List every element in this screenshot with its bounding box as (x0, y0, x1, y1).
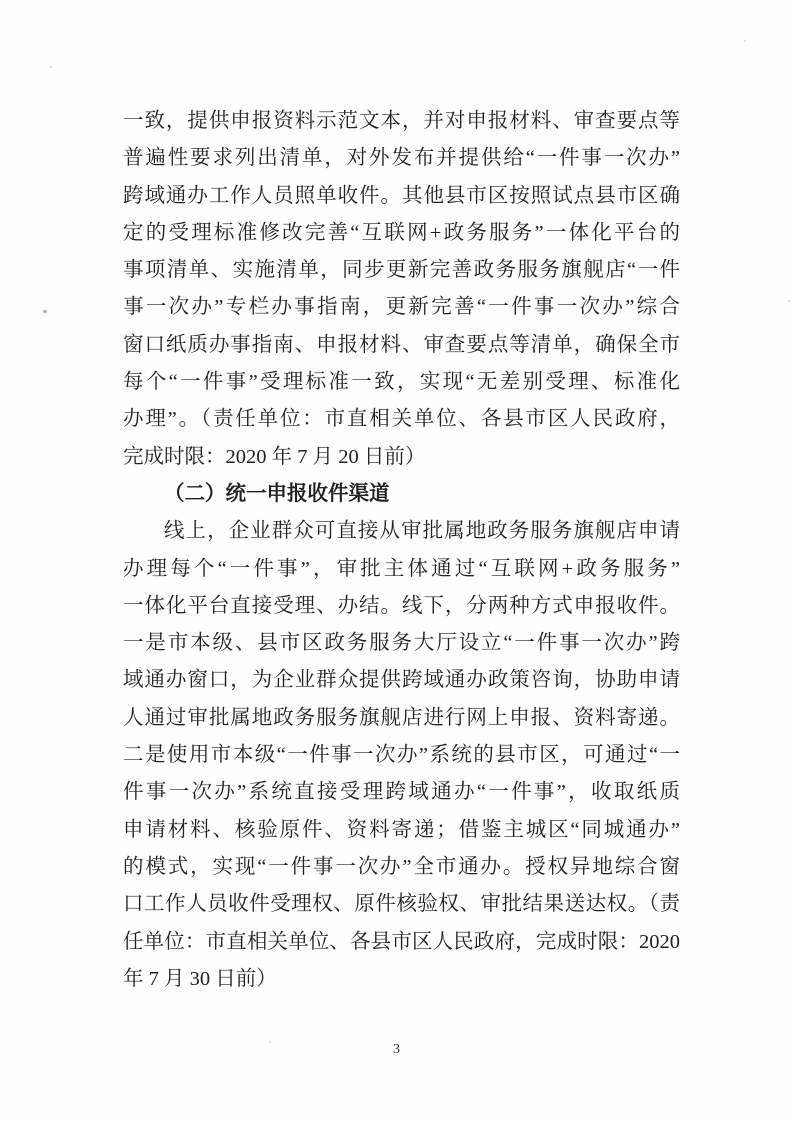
text-line: 事项清单、实施清单，同步更新完善政务服务旗舰店“一件 (123, 259, 680, 282)
text-line: 一致，提供申报资料示范文本，并对申报材料、审查要点等 (123, 110, 680, 132)
page-number: 3 (393, 1042, 400, 1057)
text-line: 一体化平台直接受理、办结。线下，分两种方式申报收件。 (123, 594, 680, 617)
text-line: 申请材料、核验原件、资料寄递；借鉴主城区“同城通办” (123, 818, 680, 841)
section-heading: （二）统一申报收件渠道 (164, 482, 390, 505)
text-line: 普遍性要求列出清单，对外发布并提供给“一件事一次办” (123, 147, 680, 170)
text-line: 一是市本级、县市区政务服务大厅设立“一件事一次办”跨 (123, 632, 680, 655)
text-line: 任单位：市直相关单位、各县市区人民政府，完成时限：2020 (123, 930, 680, 953)
text-line: 窗口纸质办事指南、申报材料、审查要点等清单，确保全市 (123, 333, 680, 356)
text-line: 完成时限：2020 年 7 月 20 日前） (123, 445, 426, 468)
scan-speck (744, 40, 746, 42)
scan-speck (43, 310, 47, 313)
text-line: 人通过审批属地政务服务旗舰店进行网上申报、资料寄递。 (123, 706, 680, 729)
text-line: 域通办窗口，为企业群众提供跨域通办政策咨询，协助申请 (123, 669, 680, 692)
text-line: 的模式，实现“一件事一次办”全市通办。授权异地综合窗 (123, 855, 680, 878)
text-line: 年 7 月 30 日前） (123, 967, 277, 990)
scan-speck (50, 66, 52, 68)
text-line: 件事一次办”系统直接受理跨域通办“一件事”，收取纸质 (123, 781, 680, 804)
text-line: 线上，企业群众可直接从审批属地政务服务旗舰店申请 (164, 520, 680, 543)
text-line: 口工作人员收件受理权、原件核验权、审批结果送达权。（责 (123, 893, 680, 916)
text-line: 定的受理标准修改完善“互联网+政务服务”一体化平台的 (123, 221, 680, 244)
text-line: 二是使用市本级“一件事一次办”系统的县市区，可通过“一 (123, 744, 680, 767)
text-line: 办理每个“一件事”，审批主体通过“互联网+政务服务” (123, 557, 680, 580)
document-body (123, 103, 680, 998)
scan-speck (269, 1041, 271, 1043)
scan-speck (788, 300, 791, 302)
text-line: 办理”。（责任单位：市直相关单位、各县市区人民政府， (123, 408, 680, 431)
text-line: 跨域通办工作人员照单收件。其他县市区按照试点县市区确 (123, 184, 680, 207)
text-line: 每个“一件事”受理标准一致，实现“无差别受理、标准化 (123, 371, 680, 394)
text-line: 事一次办”专栏办事指南，更新完善“一件事一次办”综合 (123, 296, 680, 319)
